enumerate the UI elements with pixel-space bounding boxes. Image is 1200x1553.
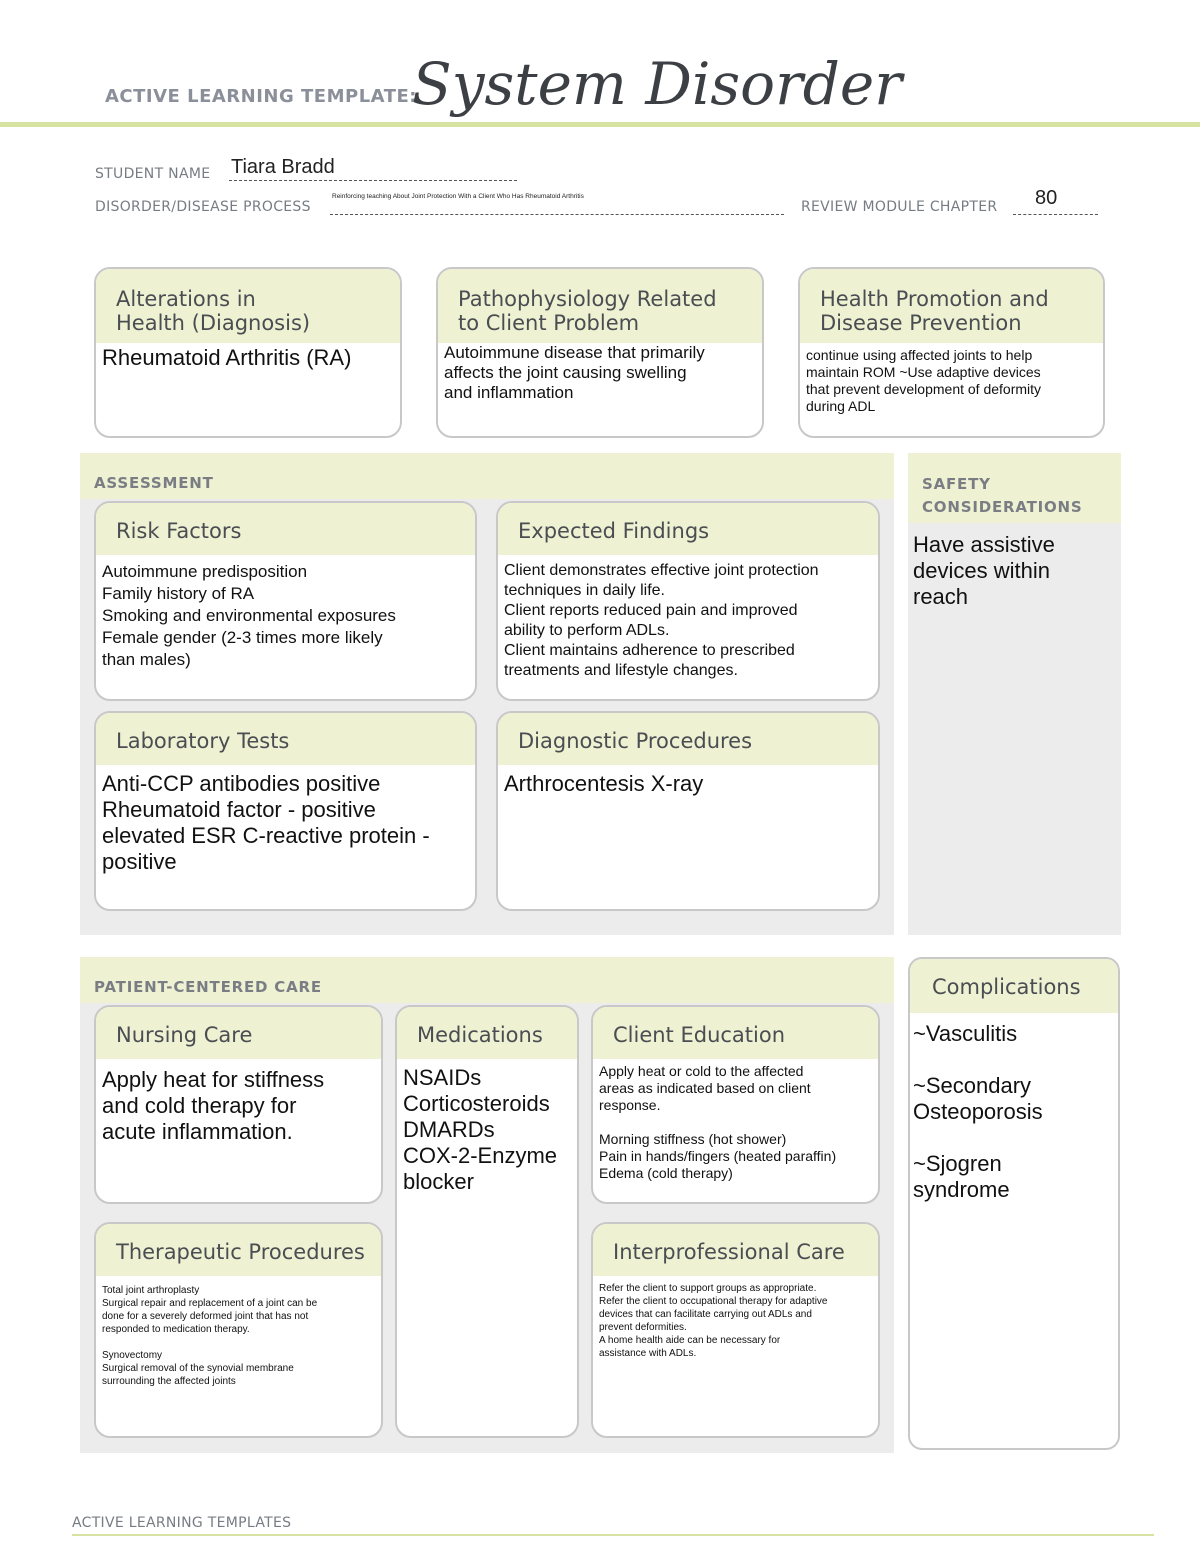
medications-box [395,1005,579,1438]
interprofessional-care-title: Interprofessional Care [593,1224,878,1276]
safety-panel [908,453,1121,935]
disorder-label: DISORDER/DISEASE PROCESS [95,199,311,215]
student-name-value: Tiara Bradd [231,156,335,178]
assessment-title: ASSESSMENT [94,474,214,492]
disorder-field[interactable] [330,192,784,215]
alterations-box [94,267,402,438]
therapeutic-procedures-title: Therapeutic Procedures [96,1224,381,1276]
risk-factors-box [94,501,477,701]
header-rule [0,122,1200,127]
diagnostic-procedures-title: Diagnostic Procedures [498,713,878,765]
client-education-text[interactable]: Apply heat or cold to the affected areas as indicated based on client response. Morning stiffness (hot shower) Pain in hands/fingers (heated paraffin) Edema (cold therapy) [599,1063,837,1181]
pathophysiology-text[interactable]: Autoimmune disease that primarily affects the joint causing swelling and inflammation [444,343,705,402]
chapter-field[interactable] [1013,187,1098,215]
health-promotion-title: Health Promotion and Disease Prevention [800,269,1103,343]
student-name-label: STUDENT NAME [95,166,211,182]
pathophysiology-title: Pathophysiology Related to Client Problem [438,269,762,343]
patient-centered-care-title: PATIENT-CENTERED CARE [94,978,322,996]
health-promotion-box [798,267,1105,438]
complications-title: Complications [910,959,1118,1013]
chapter-label: REVIEW MODULE CHAPTER [801,199,998,215]
footer-rule [72,1534,1154,1536]
laboratory-tests-box [94,711,477,911]
complications-box [908,957,1120,1450]
page-title: System Disorder [412,50,902,118]
nursing-care-box [94,1005,383,1204]
expected-findings-text[interactable]: Client demonstrates effective joint protection techniques in daily life. Client reports reduced pain and improved ability to perform ADLs. Client maintains adherence to prescribed treatments and lifestyle changes. [504,562,819,679]
diagnostic-procedures-text[interactable]: Arthrocentesis X-ray [504,771,704,796]
laboratory-tests-title: Laboratory Tests [96,713,475,765]
therapeutic-procedures-box [94,1222,383,1438]
risk-factors-title: Risk Factors [96,503,475,555]
alterations-text[interactable]: Rheumatoid Arthritis (RA) [102,345,352,370]
chapter-value: 80 [1035,187,1058,209]
client-education-box [591,1005,880,1204]
risk-factors-text[interactable]: Autoimmune predisposition Family history of RA Smoking and environmental exposures Female gender (2-3 times more likely than males) [102,562,396,669]
laboratory-tests-text[interactable]: Anti-CCP antibodies positive Rheumatoid factor - positive elevated ESR C-reactive protein - positive [102,771,430,874]
complications-text[interactable]: ~Vasculitis ~Secondary Osteoporosis ~Sjogren syndrome [913,1021,1043,1202]
interprofessional-care-text[interactable]: Refer the client to support groups as appropriate. Refer the client to occupational therapy for adaptive devices that can facilitate carrying out ADLs and prevent deformities. A home health aide can be necessary for assistance with ADLs. [599,1283,828,1359]
alterations-title: Alterations in Health (Diagnosis) [96,269,400,343]
therapeutic-procedures-text[interactable]: Total joint arthroplasty Surgical repair and replacement of a joint can be done for a severely deformed joint that has not responded to medication therapy. Synovectomy Surgical removal of the synovial membrane surrounding the affected joints [102,1285,318,1387]
diagnostic-procedures-box [496,711,880,911]
template-label: ACTIVE LEARNING TEMPLATE: [105,86,417,107]
student-name-field[interactable] [229,158,517,181]
expected-findings-title: Expected Findings [498,503,878,555]
nursing-care-title: Nursing Care [96,1007,381,1059]
interprofessional-care-box [591,1222,880,1438]
nursing-care-text[interactable]: Apply heat for stiffness and cold therapy for acute inflammation. [102,1067,325,1144]
medications-title: Medications [397,1007,577,1059]
disorder-value: Reinforcing teaching About Joint Protection With a Client Who Has Rheumatoid Arthritis [332,193,584,200]
client-education-title: Client Education [593,1007,878,1059]
safety-text[interactable]: Have assistive devices within reach [913,532,1055,609]
medications-text[interactable]: NSAIDs Corticosteroids DMARDs COX-2-Enzyme blocker [403,1065,558,1194]
expected-findings-box [496,501,880,701]
safety-title: SAFETY CONSIDERATIONS [922,475,1083,516]
footer-text: ACTIVE LEARNING TEMPLATES [72,1515,292,1531]
health-promotion-text[interactable]: continue using affected joints to help maintain ROM ~Use adaptive devices that prevent development of deformity during ADL [806,347,1042,414]
pathophysiology-box [436,267,764,438]
